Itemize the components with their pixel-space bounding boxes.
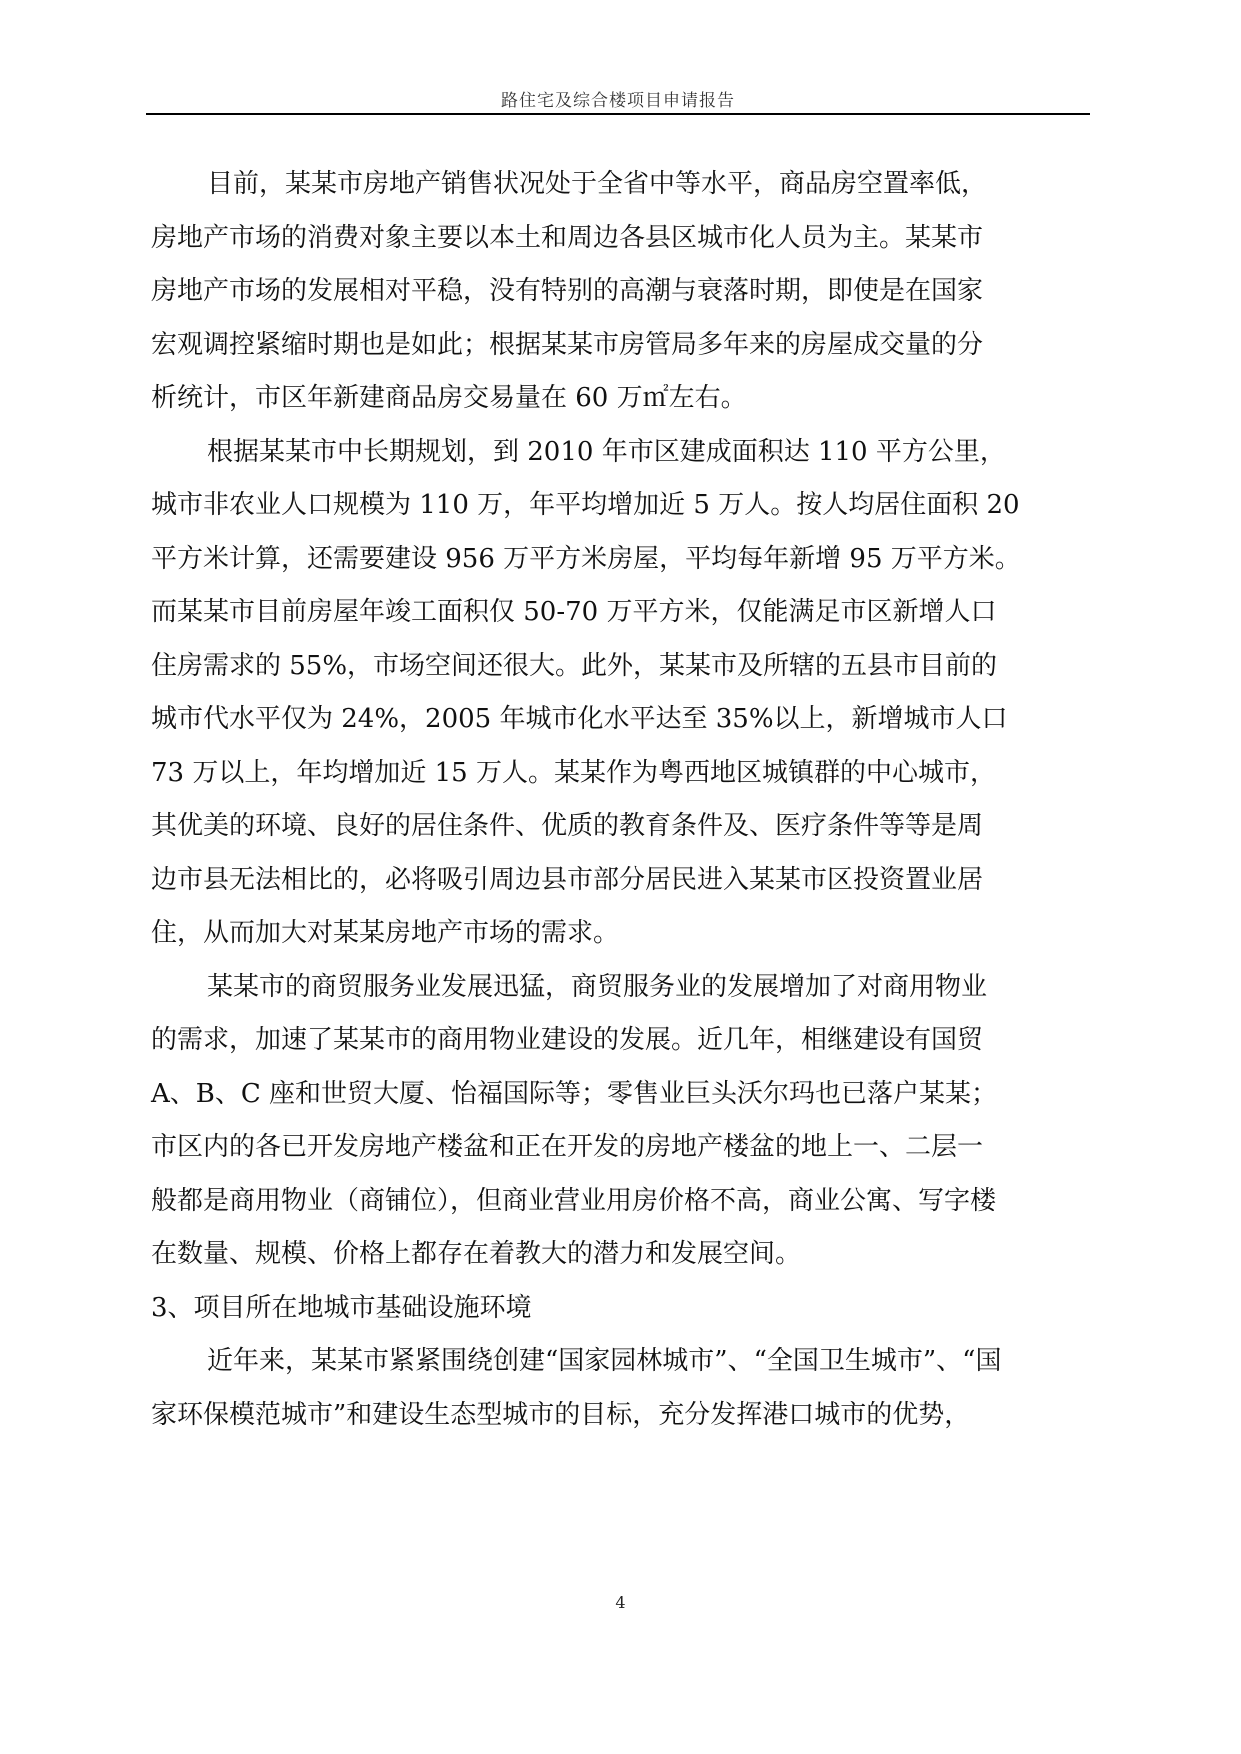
paragraph-line: 根据某某市中长期规划，到 2010 年市区建成面积达 110 平方公里， [207, 436, 1006, 467]
paragraph-line: 近年来，某某市紧紧围绕创建“国家园林城市”、“全国卫生城市”、“国 [207, 1346, 1002, 1376]
paragraph-line: A、B、C 座和世贸大厦、怡福国际等；零售业巨头沃尔玛也已落户某某； [151, 1078, 998, 1109]
paragraph-line: 平方米计算，还需要建设 956 万平方米房屋，平均每年新增 95 万平方米。 [151, 543, 1021, 574]
paragraph-line: 宏观调控紧缩时期也是如此；根据某某市房管局多年来的房屋成交量的分 [151, 329, 984, 360]
paragraph-line: 73 万以上，年均增加近 15 万人。某某作为粤西地区城镇群的中心城市， [151, 757, 996, 788]
document-body [151, 158, 1111, 1442]
paragraph-line: 家环保模范城市”和建设生态型城市的目标，充分发挥港口城市的优势， [151, 1399, 971, 1430]
paragraph-line: 城市非农业人口规模为 110 万，年平均增加近 5 万人。按人均居住面积 20 [151, 490, 1020, 520]
paragraph-line: 住房需求的 55%，市场空间还很大。此外，某某市及所辖的五县市目前的 [151, 650, 998, 681]
paragraph-line: 而某某市目前房屋年竣工面积仅 50-70 万平方米，仅能满足市区新增人口 [151, 597, 997, 627]
paragraph-line: 析统计，市区年新建商品房交易量在 60 万㎡左右。 [151, 383, 747, 413]
running-header: 路住宅及综合楼项目申请报告 [501, 91, 735, 111]
paragraph-line: 某某市的商贸服务业发展迅猛，商贸服务业的发展增加了对商用物业 [207, 971, 988, 1002]
header-divider [146, 113, 1090, 115]
page-number: 4 [615, 1593, 626, 1612]
paragraph-line: 房地产市场的消费对象主要以本土和周边各县区城市化人员为主。某某市 [151, 222, 984, 253]
paragraph-line: 住，从而加大对某某房地产市场的需求。 [151, 918, 620, 948]
paragraph-line: 在数量、规模、价格上都存在着教大的潜力和发展空间。 [151, 1239, 802, 1269]
paragraph-line: 其优美的环境、良好的居住条件、优质的教育条件及、医疗条件等等是周 [151, 811, 984, 841]
paragraph-line: 的需求，加速了某某市的商用物业建设的发展。近几年，相继建设有国贸 [151, 1025, 984, 1055]
paragraph-line: 房地产市场的发展相对平稳，没有特别的高潮与衰落时期，即使是在国家 [151, 276, 984, 306]
paragraph-line: 目前，某某市房地产销售状况处于全省中等水平，商品房空置率低， [207, 169, 988, 199]
paragraph-line: 市区内的各已开发房地产楼盆和正在开发的房地产楼盆的地上一、二层一 [151, 1132, 984, 1162]
paragraph-line: 般都是商用物业（商铺位），但商业营业用房价格不高，商业公寓、写字楼 [151, 1185, 997, 1216]
section-heading: 3、项目所在地城市基础设施环境 [151, 1292, 532, 1323]
paragraph-line: 城市代水平仅为 24%，2005 年城市化水平达至 35%以上，新增城市人口 [151, 704, 1008, 734]
paragraph-line: 边市县无法相比的，必将吸引周边县市部分居民进入某某市区投资置业居 [151, 864, 984, 895]
